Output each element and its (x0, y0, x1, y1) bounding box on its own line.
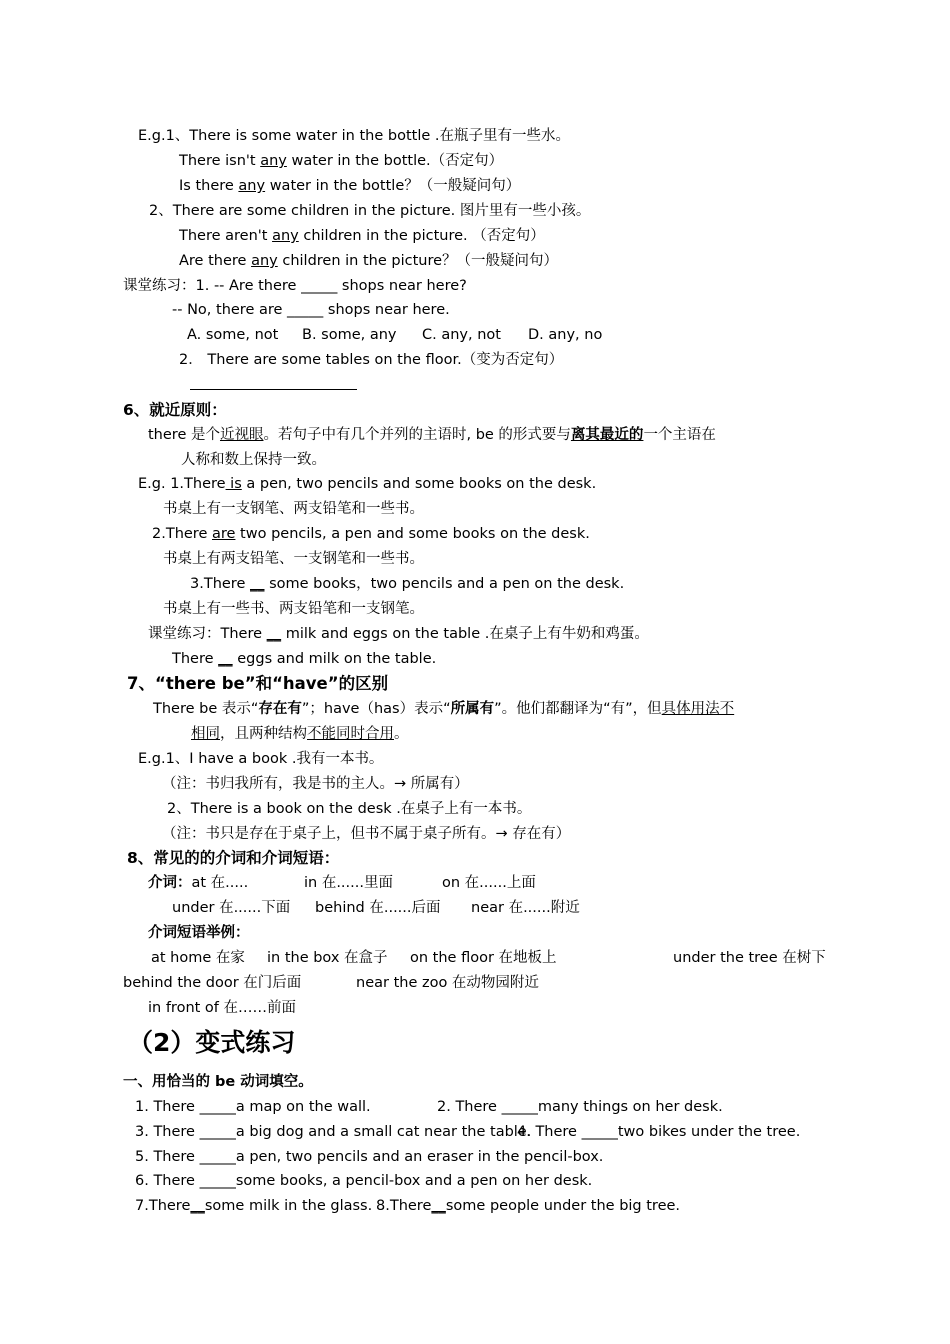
variant-q4: 4. There _____two bikes under the tree. (517, 1124, 801, 1140)
s5-practice-q1: 课堂练习：1. -- Are there _____ shops near here? (123, 278, 467, 294)
s8-phrase-near-zoo: near the zoo 在动物园附近 (356, 975, 539, 991)
s6-eg1: E.g. 1.There is a pen, two pencils and some books on the desk. (138, 476, 597, 492)
s8-prep-near: near 在......附近 (471, 900, 580, 916)
s7-eg1: E.g.1、I have a book .我有一本书。 (138, 751, 384, 767)
s6-practice2: There __ eggs and milk on the table. (172, 651, 437, 667)
s6-eg2-cn: 书桌上有两支铅笔、一支钢笔和一些书。 (163, 551, 424, 567)
variant-q2: 2. There _____many things on her desk. (437, 1099, 723, 1115)
s6-eg2: 2.There are two pencils, a pen and some books on the desk. (152, 526, 590, 542)
s5-option-c: C. any, not (422, 327, 501, 343)
s5-eg2-neg: There aren't any children in the picture. （否定句） (179, 228, 545, 244)
s8-phrase-label: 介词短语举例： (148, 925, 250, 941)
s8-phrase-at-home: at home 在家 (151, 950, 245, 966)
s8-prep-under: under 在......下面 (172, 900, 291, 916)
variant-q1: 1. There _____a map on the wall. (135, 1099, 371, 1115)
s6-eg3-cn: 书桌上有一些书、两支铅笔和一支钢笔。 (163, 601, 424, 617)
s5-eg1-neg: There isn't any water in the bottle.（否定句） (179, 153, 504, 169)
s8-prep-behind: behind 在......后面 (315, 900, 441, 916)
s8-phrase-under-tree: under the tree 在树下 (673, 950, 826, 966)
s6-rule-line2: 人称和数上保持一致。 (181, 452, 326, 468)
section-7-heading: 7、“there be”和“have”的区别 (127, 674, 389, 693)
section-6-heading: 6、就近原则： (123, 401, 227, 419)
s8-phrase-on-floor: on the floor 在地板上 (410, 950, 557, 966)
variant-heading: （2）变式练习 (128, 1028, 296, 1057)
s8-phrase-in-box: in the box 在盒子 (267, 950, 388, 966)
variant-q8: 8.There__some people under the big tree. (376, 1198, 681, 1214)
s6-eg1-cn: 书桌上有一支钢笔、两支铅笔和一些书。 (163, 501, 424, 517)
s5-practice-q2: 2． There are some tables on the floor.（变为否定句） (179, 352, 564, 368)
s7-eg2: 2、There is a book on the desk .在桌子上有一本书。 (167, 801, 532, 817)
s5-eg1-line: E.g.1、There is some water in the bottle .在瓶子里有一些水。 (138, 128, 570, 144)
s5-practice-q1b: -- No, there are _____ shops near here. (172, 302, 450, 318)
variant-q7: 7.There__some milk in the glass. (135, 1198, 373, 1214)
s8-prep-in: in 在......里面 (304, 875, 393, 891)
s7-para-line2: 相同，且两种结构不能同时合用。 (191, 726, 409, 742)
s7-note1: （注：书归我所有，我是书的主人。→ 所属有） (162, 776, 469, 792)
s5-option-d: D. any, no (528, 327, 603, 343)
s8-phrase-behind-door: behind the door 在门后面 (123, 975, 302, 991)
variant-q5: 5. There _____a pen, two pencils and an eraser in the pencil-box. (135, 1149, 604, 1165)
s8-phrase-in-front: in front of 在……前面 (148, 1000, 297, 1016)
s8-prep-row1: 介词：at 在..... (148, 875, 249, 891)
variant-q6: 6. There _____some books, a pencil-box and a pen on her desk. (135, 1173, 593, 1189)
variant-subheading: 一、用恰当的 be 动词填空。 (123, 1074, 313, 1090)
variant-q3: 3. There _____a big dog and a small cat near the table. (135, 1124, 532, 1140)
s5-eg2-line: 2、There are some children in the picture. 图片里有一些小孩。 (149, 203, 591, 219)
answer-blank-line (190, 389, 357, 390)
s8-prep-on: on 在......上面 (442, 875, 536, 891)
s6-practice1: 课堂练习：There __ milk and eggs on the table .在桌子上有牛奶和鸡蛋。 (148, 626, 649, 642)
section-8-heading: 8、常见的的介词和介词短语： (127, 849, 340, 867)
s7-para-line1: There be 表示“存在有”；have（has）表示“所属有”。他们都翻译为“有”，但具体用法不 (153, 701, 735, 717)
s7-note2: （注：书只是存在于桌子上，但书不属于桌子所有。→ 存在有） (162, 826, 571, 842)
s6-rule-line1: there 是个近视眼。若句子中有几个并列的主语时, be 的形式要与离其最近的一个主语在 (148, 427, 716, 443)
s5-option-b: B. some, any (302, 327, 397, 343)
s5-eg1-question: Is there any water in the bottle？（一般疑问句） (179, 178, 521, 194)
s5-eg2-question: Are there any children in the picture？（一般疑问句） (179, 253, 559, 269)
s5-option-a: A. some, not (187, 327, 279, 343)
s6-eg3: 3.There __ some books，two pencils and a pen on the desk. (190, 576, 625, 592)
